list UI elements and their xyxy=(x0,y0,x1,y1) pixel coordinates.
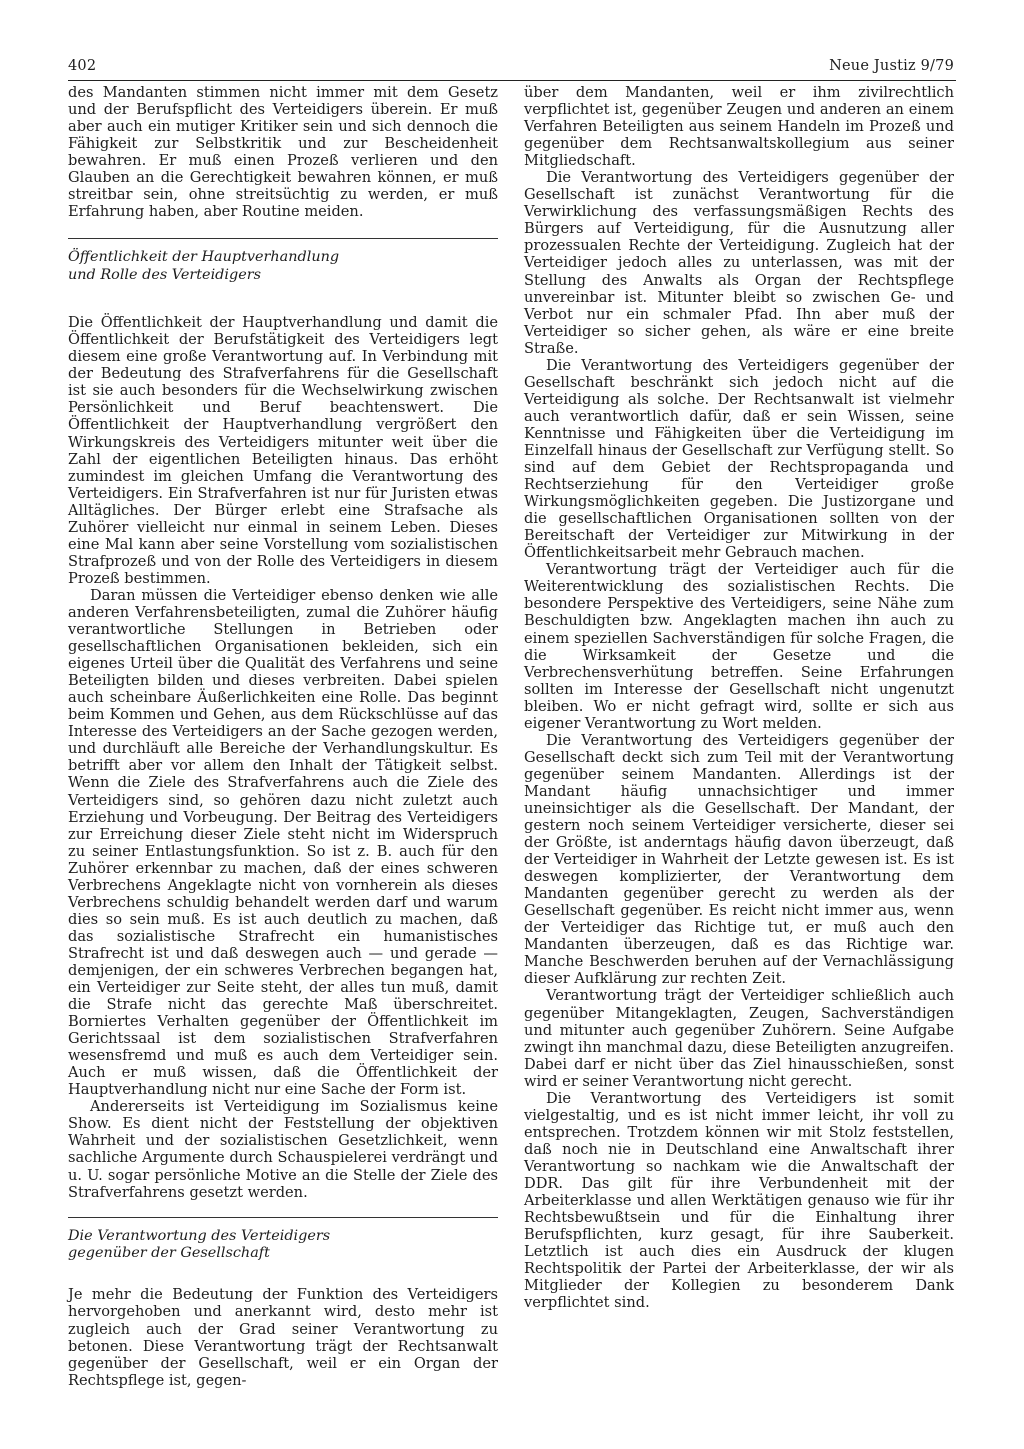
page-header xyxy=(68,58,956,82)
intro-paragraph: des Mandanten stimmen nicht immer mit dem Gesetz und der Berufspflicht des Verteidigers überein. Er muß aber auch ein mutiger Kritiker sein und sich dennoch die Fähigkeit zur Selbstkritik und zur Bescheidenheit bewahren. Er muß einen Prozeß verlieren und den Glauben an die Gerechtigkeit bewahren können, er muß streitbar sein, ohne streitsüchtig zu werden, er muß Erfahrung haben, aber Routine meiden. xyxy=(68,84,498,221)
right-column xyxy=(524,84,954,1311)
body-paragraph: Die Öffentlichkeit der Hauptverhandlung und damit die Öffentlichkeit der Berufstätigkeit des Verteidigers legt diesem eine große Verantwortung auf. In Verbindung mit der Bedeutung des Strafverfahrens für die Gesellschaft ist sie auch besonders für die Wechselwirkung zwischen Persönlichkeit und Beruf beachtenswert. Die Öffentlichkeit der Hauptverhandlung vergrößert den Wirkungskreis des Verteidigers mitunter weit über die Zahl der eigentlichen Beteiligten hinaus. Das erhöht zumindest im gleichen Umfang die Verantwortung des Verteidigers. Ein Strafverfahren ist nur für Juristen etwas Alltägliches. Der Bürger erlebt eine Strafsache als Zuhörer vielleicht nur einmal in seinem Leben. Dieses eine Mal kann aber seine Vorstellung vom sozialistischen Strafprozeß und von der Rolle des Verteidigers in diesem Prozeß bestimmen. xyxy=(68,314,498,587)
header-rule xyxy=(68,80,956,81)
body-paragraph: Verantwortung trägt der Verteidiger schließlich auch gegenüber Mitangeklagten, Zeugen, Sachverständigen und mitunter auch gegenüber Zuhörern. Seine Aufgabe zwingt ihn manchmal dazu, diese Beteiligten anzugreifen. Dabei darf er nicht über das Ziel hinausschießen, sonst wird er seiner Verantwortung nicht gerecht. xyxy=(524,987,955,1090)
body-paragraph: Die Verantwortung des Verteidigers ist somit vielgestaltig, und es ist nicht immer leicht, ihr voll zu entsprechen. Trotzdem können wir mit Stolz feststellen, daß noch nie in Deutschland eine Anwaltschaft ihrer Verantwortung so nachkam wie die Anwaltschaft der DDR. Das gilt für ihre Verbundenheit mit der Arbeiterklasse und allen Werktätigen genauso wie für ihr Rechtsbewußtsein und für die Einhaltung ihrer Berufspflichten, kurz gesagt, für ihre Sauberkeit. Letztlich ist auch dies ein Ausdruck der klugen Rechtspolitik der Partei der Arbeiterklasse, der wir als Mitglieder der Kollegien zu besonderem Dank verpflichtet sind. xyxy=(524,1089,954,1312)
left-column xyxy=(68,84,498,1389)
page-number: 402 xyxy=(68,58,97,74)
section-rule xyxy=(68,1217,498,1218)
body-paragraph: Andererseits ist Verteidigung im Sozialismus keine Show. Es dient nicht der Feststellung der objektiven Wahrheit und der sozialistischen Gesetzlichkeit, wenn sachliche Argumente durch Schauspielerei verdrängt und u. U. sogar persönliche Motive an die Stelle der Ziele des Strafverfahrens gesetzt werden. xyxy=(68,1098,498,1201)
heading-line: und Rolle des Verteidigers xyxy=(68,266,261,283)
section-rule xyxy=(68,238,498,239)
section-heading xyxy=(68,249,498,284)
body-paragraph: Je mehr die Bedeutung der Funktion des Verteidigers hervorgehoben und anerkannt wird, desto mehr ist zugleich auch der Grad seiner Verantwortung zu betonen. Diese Verantwortung trägt der Rechtsanwalt gegenüber der Gesellschaft, weil er ein Organ der Rechtspflege ist, gegen- xyxy=(68,1286,498,1389)
body-paragraph: über dem Mandanten, weil er ihm zivilrechtlich verpflichtet ist, gegenüber Zeugen und anderen an einem Verfahren Beteiligten aus seinem Handeln im Prozeß und gegenüber dem Rechtsanwaltskollegium aus seiner Mitgliedschaft. xyxy=(524,84,954,170)
body-paragraph: Verantwortung trägt der Verteidiger auch für die Weiterentwicklung des sozialistischen Rechts. Die besondere Perspektive des Verteidigers, seine Nähe zum Beschuldigten bzw. Angeklagten machen ihn auch zu einem speziellen Sachverständigen für solche Fragen, die die Wirksamkeit der Gesetze und die Verbrechensverhütung betreffen. Seine Erfahrungen sollten im Interesse der Gesellschaft nicht ungenutzt bleiben. Wo er nicht gefragt wird, sollte er sich aus eigener Verantwortung zu Wort melden. xyxy=(524,561,954,732)
section-heading xyxy=(68,1228,498,1263)
body-paragraph: Die Verantwortung des Verteidigers gegenüber der Gesellschaft deckt sich zum Teil mit der Verantwortung gegenüber seinem Mandanten. Allerdings ist der Mandant häufig unnachsichtiger und immer uneinsichtiger als die Gesellschaft. Der Mandant, der gestern noch seinem Verteidiger versicherte, dieser sei der Größte, ist anderntags häufig davon überzeugt, daß der Verteidiger in Wahrheit der Letzte gewesen ist. Es ist deswegen komplizierter, der Verantwortung dem Mandanten gegenüber gerecht zu werden als der Gesellschaft gegenüber. Es reicht nicht immer aus, wenn der Verteidiger das Richtige tut, er muß auch den Mandanten überzeugen, daß es das Richtige war. Manche Beschwerden beruhen auf der Vernachlässigung dieser Aufklärung zur rechten Zeit. xyxy=(524,731,954,988)
body-paragraph: Daran müssen die Verteidiger ebenso denken wie alle anderen Verfahrensbeteiligten, zumal die Zuhörer häufig verantwortliche Stellungen in Betrieben oder gesellschaftlichen Organisationen bekleiden, sich ein eigenes Urteil über die Qualität des Verfahrens und seine Beteiligten bilden und dieses verbreiten. Dabei spielen auch scheinbare Äußerlichkeiten eine Rolle. Das beginnt beim Kommen und Gehen, aus dem Rückschlüsse auf das Interesse des Verteidigers an der Sache gezogen werden, und durchläuft alle Bereiche der Verhandlungskultur. Es betrifft aber vor allem den Inhalt der Tätigkeit selbst. Wenn die Ziele des Strafverfahrens auch die Ziele des Verteidigers sind, so gehören dazu nicht zuletzt auch Erziehung und Vorbeugung. Der Beitrag des Verteidigers zur Erreichung dieser Ziele steht nicht im Widerspruch zu seiner Entlastungsfunktion. So ist z. B. auch für den Zuhörer erkennbar zu machen, daß der eines schweren Verbrechens Angeklagte nicht von vornherein als dieses Verbrechens schuldig behandelt werden darf und warum dies so sein muß. Es ist auch deutlich zu machen, daß das sozialistische Strafrecht ein humanistisches Strafrecht ist und daß deswegen auch — und gerade — demjenigen, der ein schweres Verbrechen begangen hat, ein Verteidiger zur Seite steht, der alles tun muß, damit die Strafe nicht das gerechte Maß überschreitet. Borniertes Verhalten gegenüber der Öffentlichkeit im Gerichtssaal ist dem sozialistischen Strafverfahren wesensfremd und muß es auch dem Verteidiger sein. Auch er muß wissen, daß die Öffentlichkeit der Hauptverhandlung nicht nur eine Sache der Form ist. xyxy=(68,586,498,1099)
heading-line: Die Verantwortung des Verteidigers xyxy=(68,1227,331,1244)
heading-line: Öffentlichkeit der Hauptverhandlung xyxy=(68,249,340,266)
body-paragraph: Die Verantwortung des Verteidigers gegenüber der Gesellschaft beschränkt sich jedoch nicht auf die Verteidigung als solche. Der Rechtsanwalt ist vielmehr auch verantwortlich dafür, daß er sein Wissen, seine Kenntnisse und Fähigkeiten über die Verteidigung im Einzelfall hinaus der Gesellschaft zur Verfügung stellt. So sind auf dem Gebiet der Rechtspropaganda und Rechtserziehung für den Verteidiger große Wirkungsmöglichkeiten gegeben. Die Justizorgane und die gesellschaftlichen Organisationen sollten von der Bereitschaft der Verteidiger zur Mitwirkung in der Öffentlichkeitsarbeit mehr Gebrauch machen. xyxy=(524,356,954,562)
journal-title: Neue Justiz 9/79 xyxy=(829,58,954,74)
heading-line: gegenüber der Gesellschaft xyxy=(68,1245,270,1262)
body-paragraph: Die Verantwortung des Verteidigers gegenüber der Gesellschaft ist zunächst Verantwortung für die Verwirklichung des verfassungsmäßigen Rechts des Bürgers auf Verteidigung, für die Ausnutzung aller prozessualen Rechte der Verteidigung. Zugleich hat der Verteidiger jedoch alles zu unterlassen, was mit der Stellung des Anwalts als Organ der Rechtspflege unvereinbar ist. Mitunter bleibt so zwischen Ge- und Verbot nur ein schmaler Pfad. Ihn aber muß der Verteidiger so sicher gehen, als wäre er eine breite Straße. xyxy=(524,169,954,357)
